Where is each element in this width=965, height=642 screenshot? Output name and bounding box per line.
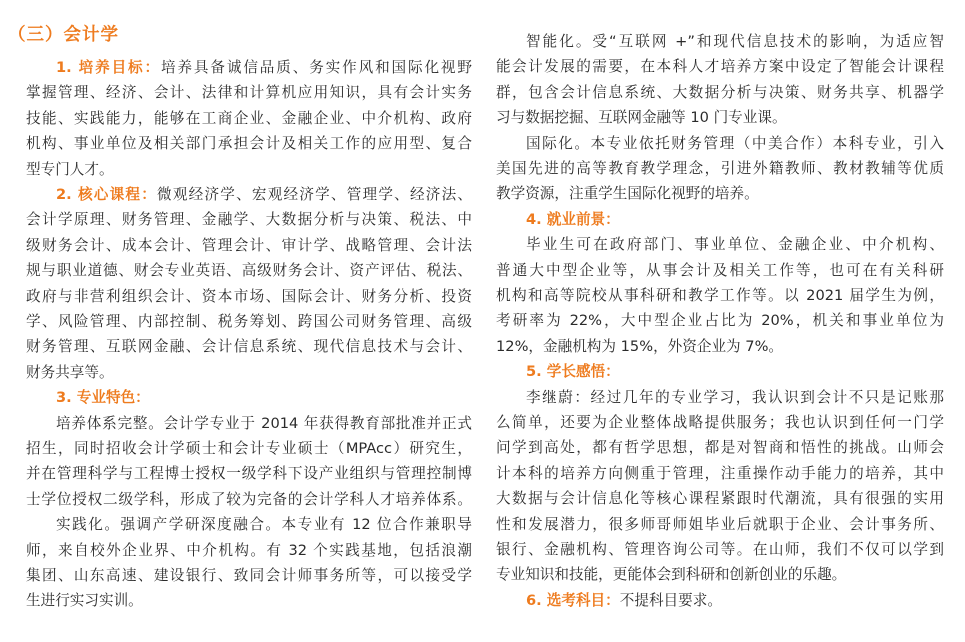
paragraph-text: 美国先进的高等教育教学理念，引进外籍教师、教材教辅等优质 [496,160,944,177]
paragraph-text: 李继蔚：经过几年的专业学习，我认识到会计不只是记账那 [526,388,944,406]
text-line [496,182,759,206]
heading-line [56,56,472,80]
heading-line [56,183,472,207]
text-line [496,335,783,359]
paragraph-text: 集团、山东高速、建设银行、致同会计师事务所等，可以接受学 [26,567,472,584]
text-line [26,107,472,131]
subsection-heading: 4. 就业前景： [526,210,620,228]
text-line [26,564,472,588]
paragraph-text: 技能、实践能力，能够在工商企业、金融企业、中介机构、政府 [26,109,472,127]
text-line [26,285,472,309]
text-line [26,539,472,563]
paragraph-text: 计本科的培养方向侧重于管理，注重操作动手能力的培养，其中 [496,464,944,482]
text-line [496,563,846,587]
paragraph-text: 会计学原理、财务管理、金融学、大数据分析与决策、税法、中 [26,211,472,229]
paragraph-text: 微观经济学、宏观经济学、管理学、经济法、 [157,186,472,203]
paragraph-text: 级财务会计、成本会计、管理会计、审计学、战略管理、会计法 [26,236,472,254]
subsection-heading: 1. 培养目标： [56,59,161,76]
paragraph-text: 机构和高等院校从事科研和教学工作等。以 2021 届学生为例， [496,287,944,304]
paragraph-text: 实践化。强调产学研深度融合。本专业有 12 位合作兼职导 [56,516,472,534]
paragraph-text: 掌握管理、经济、会计、法律和计算机应用知识，具有会计实务 [26,84,472,102]
paragraph-text: 大数据与会计信息化等核心课程紧跟时代潮流，具有很强的实用 [496,490,944,508]
text-line [496,309,944,333]
paragraph-text: 学、风险管理、内部控制、税务筹划、跨国公司财务管理、高级 [26,313,472,330]
paragraph-text: 培养具备诚信品质、务实作风和国际化视野 [161,59,472,76]
text-line [526,30,944,54]
paragraph-text: 毕业生可在政府部门、事业单位、金融企业、中介机构、 [526,236,944,254]
text-line [496,513,944,537]
text-line [496,284,944,308]
text-line [496,436,944,460]
paragraph-text: 智能化。受“互联网 +”和现代信息技术的影响，为适应智 [526,33,944,50]
text-line [26,234,472,258]
paragraph-text: 规与职业道德、财会专业英语、高级财务会计、资产评估、税法、 [26,262,472,280]
text-line [496,157,944,181]
paragraph-text: 习与数据挖掘、互联网金融等 10 门专业课。 [496,109,787,127]
text-line [26,437,472,461]
text-line [526,132,944,156]
paragraph-text: 财务管理、互联网金融、会计信息系统、现代信息技术与会计、 [26,338,472,356]
text-line [26,488,472,512]
paragraph-text: 专业知识和技能，更能体会到科研和创新创业的乐趣。 [496,566,847,584]
paragraph-text: 国际化。本专业依托财务管理（中美合作）本科专业，引入 [526,134,944,152]
paragraph-text: 培养体系完整。会计学专业于 2014 年获得教育部批准并正式 [56,414,472,432]
paragraph-text: 型专门人才。 [26,160,114,178]
paragraph-text: 不提科目要求。 [619,591,722,609]
paragraph-text: 普通大中型企业等，从事会计及相关工作等，也可在有关科研 [496,261,944,279]
text-line [496,106,787,130]
text-line [26,335,472,359]
paragraph-text: 士学位授权二级学科，形成了较为完备的会计学科人才培养体系。 [26,490,472,508]
subsection-heading: 6. 选考科目： [526,591,620,609]
paragraph-text: 能会计发展的需要，在本科人才培养方案中设定了智能会计课程 [496,58,944,76]
paragraph-text: 教学资源，注重学生国际化视野的培养。 [496,185,759,203]
text-line [26,208,472,232]
heading-line [56,386,150,410]
text-line [496,462,944,486]
paragraph-text: 招生，同时招收会计学硕士和会计专业硕士（MPAcc）研究生， [26,440,472,457]
text-line [496,259,944,283]
text-line [496,411,944,435]
paragraph-text: 问学到高处，都有哲学思想，都是对智商和悟性的挑战。山师会 [496,439,944,457]
heading-line [526,208,620,232]
text-line [26,589,143,613]
paragraph-text: 并在管理科学与工程博士授权一级学科下设产业组织与管理控制博 [26,465,472,483]
heading-line [526,360,620,384]
paragraph-text: 政府与非营利组织会计、资本市场、国际会计、财务分析、投资 [26,287,472,305]
text-line [26,310,472,334]
paragraph-text: 考研率为 22%，大中型企业占比为 20%，机关和事业单位为 [496,312,944,330]
text-line [56,412,472,436]
paragraph-text: 么简单，还要为企业整体战略提供服务；我也认识到任何一门学 [496,414,944,431]
paragraph-text: 财务共享等。 [26,363,114,381]
subsection-heading: 2. 核心课程： [56,186,158,203]
text-line [26,81,472,105]
heading-line [526,589,722,613]
paragraph-text: 银行、金融机构、管理咨询公司等。在山师，我们不仅可以学到 [496,541,944,558]
paragraph-text: 生进行实习实训。 [26,592,143,610]
text-line [26,462,472,486]
subsection-heading: 3. 专业特色： [56,389,150,407]
text-line [496,81,944,105]
text-line [26,158,114,182]
text-line [526,233,944,257]
subsection-heading: 5. 学长感悟： [526,363,620,381]
paragraph-text: 师，来自校外企业界、中介机构。有 32 个实践基地，包括浪潮 [26,541,472,559]
text-line [56,513,472,537]
text-line [496,487,944,511]
text-line [26,132,472,156]
paragraph-text: 群，包含会计信息系统、大数据分析与决策、财务共享、机器学 [496,83,944,101]
text-line [526,386,944,410]
paragraph-text: 性和发展潜力，很多师哥师姐毕业后就职于企业、会计事务所、 [496,515,944,533]
text-line [496,55,944,79]
paragraph-text: 机构、事业单位及相关部门承担会计及相关工作的应用型、复合 [26,135,472,153]
text-line [26,361,114,385]
paragraph-text: 12%，金融机构为 15%，外资企业为 7%。 [496,337,784,355]
text-line [496,538,944,562]
text-line [26,259,472,283]
section-title: （三）会计学 [8,25,119,45]
